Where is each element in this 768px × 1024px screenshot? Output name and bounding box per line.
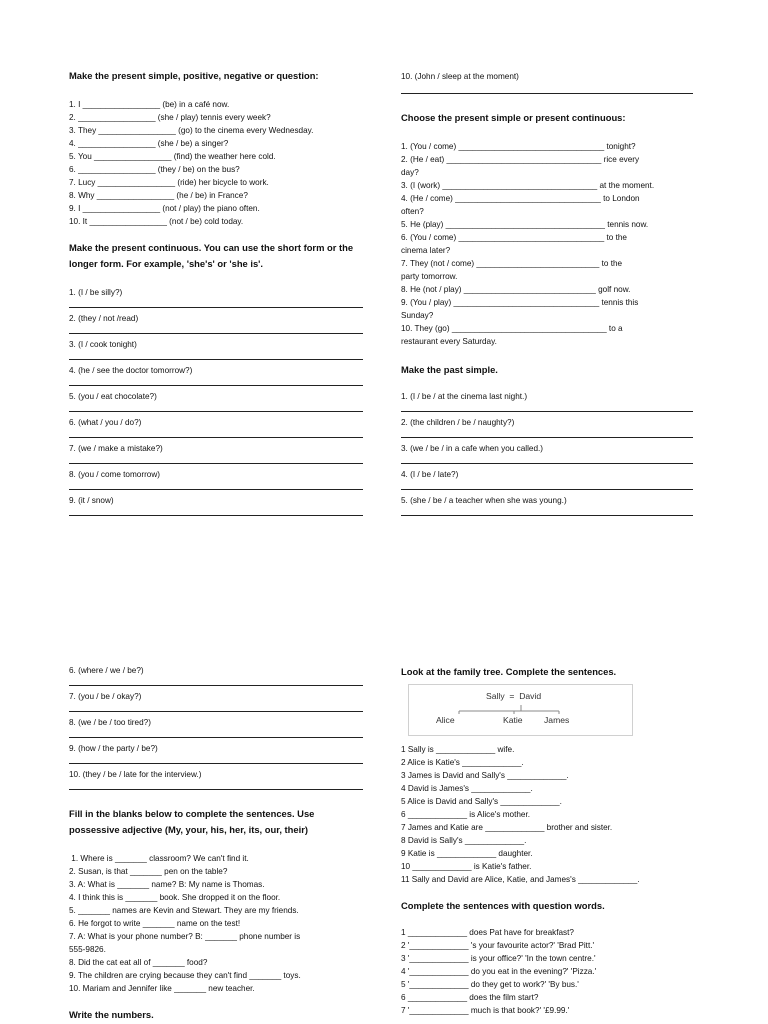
exercise-item: 8 David is Sally's _____________.	[401, 836, 527, 845]
question-item: 8. (we / be / too tired?)	[69, 718, 151, 727]
question-item: 10. (John / sleep at the moment)	[401, 72, 519, 81]
section-past-simple-continued	[69, 664, 363, 794]
exercise-list	[401, 926, 697, 1017]
tree-child: James	[544, 715, 570, 725]
question-item: 3. (we / be / in a cafe when you called.)	[401, 444, 543, 453]
exercise-item: 5 '_____________ do they get to work?' 'By bus.'	[401, 980, 579, 989]
exercise-item: 5. _______ names are Kevin and Stewart. They are my friends.	[69, 906, 299, 915]
exercise-list	[69, 852, 365, 995]
exercise-item: 6. _________________ (they / be) on the bus?	[69, 165, 240, 174]
answer-line	[401, 515, 693, 516]
exercise-item: 1 Sally is _____________ wife.	[401, 745, 515, 754]
exercise-item: 1. (You / come) ________________________________ tonight?	[401, 142, 636, 151]
exercise-item: 2 Alice is Katie's _____________.	[401, 758, 524, 767]
exercise-item: 5 Alice is David and Sally's _____________.	[401, 797, 562, 806]
exercise-item: 3. (I (work) __________________________________ at the moment.	[401, 181, 655, 190]
exercise-item: 10. Mariam and Jennifer like _______ new teacher.	[69, 984, 255, 993]
answer-line	[401, 93, 693, 94]
exercise-item: 3 James is David and Sally's _____________.	[401, 771, 569, 780]
exercise-item: 2. _________________ (she / play) tennis every week?	[69, 113, 271, 122]
exercise-item: 8. He (not / play) _____________________________ golf now.	[401, 285, 631, 294]
exercise-item: 2 '_____________ 's your favourite actor?' 'Brad Pitt.'	[401, 941, 595, 950]
question-item: 2. (the children / be / naughty?)	[401, 418, 515, 427]
exercise-item: 7. A: What is your phone number? B: _______ phone number is 555-9826.	[69, 932, 301, 954]
exercise-item: 8. Did the cat eat all of _______ food?	[69, 958, 208, 967]
exercise-list	[69, 98, 369, 228]
exercise-item: 3 '_____________ is your office?' 'In the town centre.'	[401, 954, 596, 963]
exercise-list	[401, 140, 697, 348]
answer-line	[69, 463, 363, 464]
exercise-item: 4 '_____________ do you eat in the evening?' 'Pizza.'	[401, 967, 597, 976]
answer-line	[69, 359, 363, 360]
question-item: 1. (I / be silly?)	[69, 288, 123, 297]
section-past-simple	[401, 362, 693, 520]
exercise-item: 9. (You / play) ________________________________ tennis this Sunday?	[401, 298, 639, 320]
exercise-item: 7 '_____________ much is that book?' '£9.99.'	[401, 1006, 570, 1015]
question-item: 8. (you / come tomorrow)	[69, 470, 160, 479]
section-heading: Make the present continuous. You can use the short form or the longer form. For example, 'she's' or 'she is'.	[69, 242, 354, 269]
exercise-item: 6 _____________ is Alice's mother.	[401, 810, 531, 819]
section-heading: Look at the family tree. Complete the sentences.	[401, 666, 617, 677]
family-tree-diagram	[408, 684, 633, 736]
answer-line	[401, 463, 693, 464]
exercise-item: 1. Where is _______ classroom? We can't find it.	[69, 854, 249, 863]
section-continued-item	[401, 70, 693, 94]
answer-line	[69, 711, 363, 712]
exercise-item: 9. I _________________ (not / play) the piano often.	[69, 204, 260, 213]
section-simple-or-continuous	[401, 110, 697, 348]
question-item: 2. (they / not /read)	[69, 314, 139, 323]
exercise-item: 1 _____________ does Pat have for breakfast?	[401, 928, 574, 937]
question-item: 10. (they / be / late for the interview.)	[69, 770, 202, 779]
answer-line	[69, 763, 363, 764]
question-item: 6. (where / we / be?)	[69, 666, 144, 675]
exercise-item: 5. He (play) ___________________________________ tennis now.	[401, 220, 649, 229]
exercise-item: 6. (You / come) ________________________________ to the cinema later?	[401, 233, 627, 255]
exercise-item: 4. _________________ (she / be) a singer?	[69, 139, 229, 148]
answer-line	[69, 489, 363, 490]
section-present-simple	[69, 68, 369, 228]
tree-parents: Sally = David	[486, 691, 542, 701]
exercise-item: 4. (He / come) ________________________________ to London often?	[401, 194, 640, 216]
question-item: 4. (he / see the doctor tomorrow?)	[69, 366, 193, 375]
section-heading: Choose the present simple or present continuous:	[401, 112, 626, 123]
section-heading: Write the numbers.	[69, 1009, 154, 1020]
exercise-item: 4 David is James's _____________.	[401, 784, 533, 793]
section-heading: Make the past simple.	[401, 364, 498, 375]
question-item: 4. (I / be / late?)	[401, 470, 459, 479]
exercise-item: 7 James and Katie are _____________ brother and sister.	[401, 823, 613, 832]
exercise-item: 2. Susan, is that _______ pen on the table?	[69, 867, 228, 876]
answer-line	[69, 333, 363, 334]
exercise-item: 7. They (not / come) ___________________________ to the party tomorrow.	[401, 259, 623, 281]
exercise-item: 3. A: What is _______ name? B: My name is Thomas.	[69, 880, 265, 889]
exercise-item: 10. It _________________ (not / be) cold today.	[69, 217, 244, 226]
question-item: 9. (how / the party / be?)	[69, 744, 158, 753]
question-item: 3. (I / cook tonight)	[69, 340, 137, 349]
tree-child: Katie	[503, 715, 523, 725]
exercise-item: 8. Why _________________ (he / be) in France?	[69, 191, 248, 200]
exercise-item: 11 Sally and David are Alice, Katie, and James's _____________.	[401, 875, 640, 884]
exercise-item: 4. I think this is _______ book. She dropped it on the floor.	[69, 893, 281, 902]
answer-list	[69, 664, 363, 794]
section-heading: Make the present simple, positive, negative or question:	[69, 70, 319, 81]
question-item: 5. (you / eat chocolate?)	[69, 392, 157, 401]
question-item: 6. (what / you / do?)	[69, 418, 142, 427]
answer-line	[401, 411, 693, 412]
section-question-words	[401, 898, 697, 1017]
answer-line	[69, 685, 363, 686]
answer-line	[69, 515, 363, 516]
answer-list	[401, 390, 693, 520]
section-family-tree	[401, 664, 697, 680]
question-item: 7. (you / be / okay?)	[69, 692, 142, 701]
answer-line	[69, 411, 363, 412]
question-item: 9. (it / snow)	[69, 496, 114, 505]
section-present-continuous	[69, 240, 363, 520]
answer-line	[69, 737, 363, 738]
exercise-item: 10. They (go) __________________________________ to a restaurant every Saturday.	[401, 324, 623, 346]
answer-line	[401, 489, 693, 490]
exercise-item: 5. You _________________ (find) the weather here cold.	[69, 152, 276, 161]
exercise-item: 2. (He / eat) __________________________________ rice every day?	[401, 155, 640, 177]
exercise-item: 7. Lucy _________________ (ride) her bicycle to work.	[69, 178, 269, 187]
exercise-item: 1. I _________________ (be) in a café now.	[69, 100, 230, 109]
answer-line	[401, 437, 693, 438]
exercise-item: 10 _____________ is Katie's father.	[401, 862, 532, 871]
answer-line	[69, 789, 363, 790]
exercise-item: 3. They _________________ (go) to the cinema every Wednesday.	[69, 126, 314, 135]
tree-child: Alice	[436, 715, 455, 725]
section-heading: Complete the sentences with question words.	[401, 900, 605, 911]
question-item: 5. (she / be / a teacher when she was young.)	[401, 496, 567, 505]
section-possessive-adjectives	[69, 806, 365, 1023]
answer-line	[69, 307, 363, 308]
tree-connector	[409, 685, 632, 735]
question-item: 7. (we / make a mistake?)	[69, 444, 163, 453]
exercise-item: 6 _____________ does the film start?	[401, 993, 539, 1002]
exercise-item: 6. He forgot to write _______ name on the test!	[69, 919, 241, 928]
exercise-item: 9 Katie is _____________ daughter.	[401, 849, 533, 858]
exercise-item: 9. The children are crying because they can't find _______ toys.	[69, 971, 301, 980]
section-family-sentences	[401, 743, 697, 886]
answer-line	[69, 385, 363, 386]
answer-line	[69, 437, 363, 438]
question-item: 1. (I / be / at the cinema last night.)	[401, 392, 528, 401]
answer-list	[69, 286, 363, 520]
exercise-list	[401, 743, 697, 886]
section-heading: Fill in the blanks below to complete the sentences. Use possessive adjective (My, your, his, her, its, our, their)	[69, 808, 315, 835]
